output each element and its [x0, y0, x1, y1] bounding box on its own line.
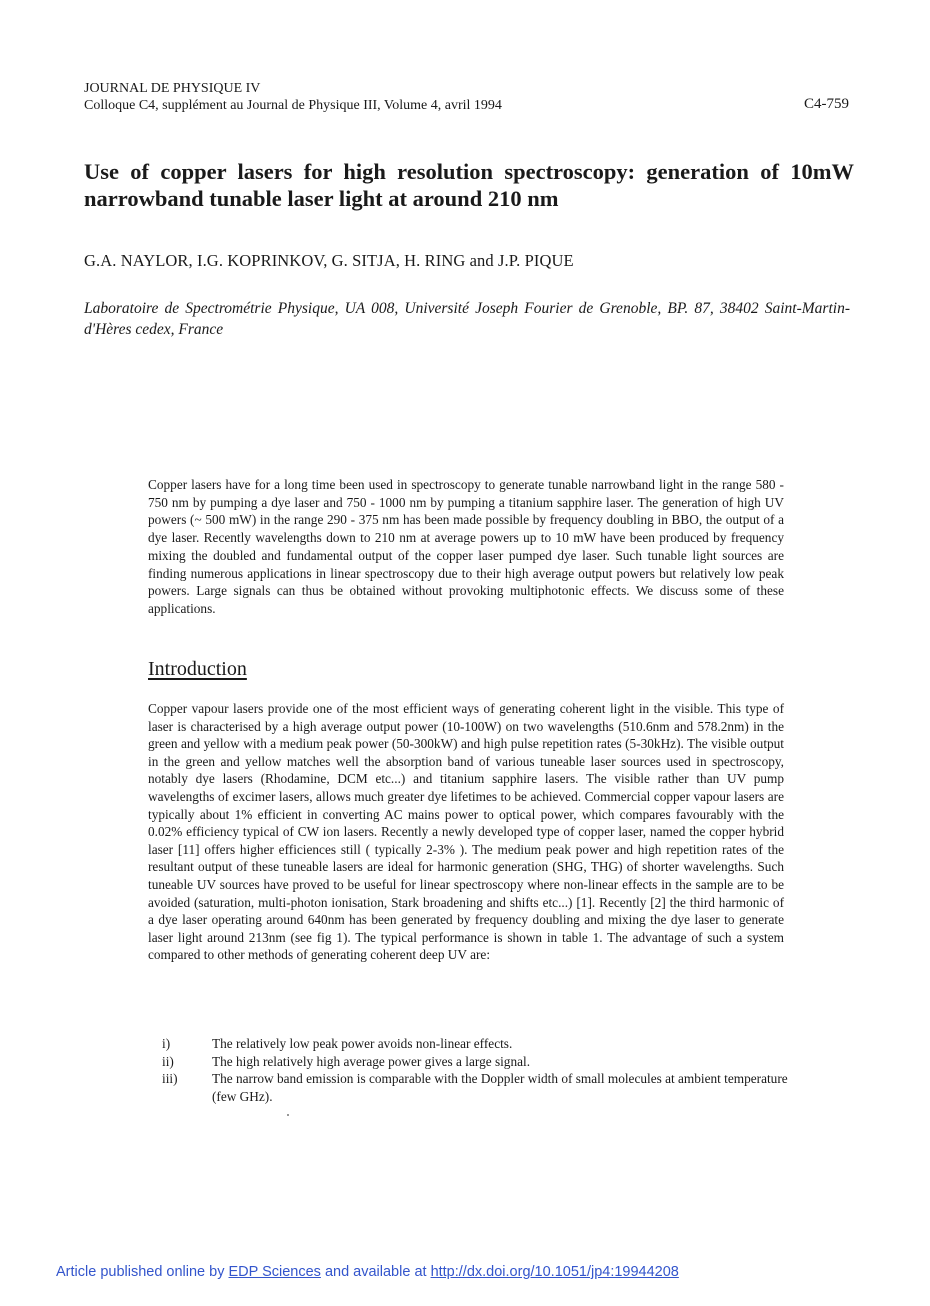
list-item-text: The high relatively high average power gives a large signal.	[212, 1053, 531, 1069]
publisher-link[interactable]: EDP Sciences	[228, 1264, 321, 1280]
page-number: C4-759	[804, 96, 849, 112]
list-item-number: i)	[162, 1036, 171, 1051]
paper-title: Use of copper lasers for high resolution spectroscopy: generation of 10mW narrowband tunable laser light at around 210 nm	[84, 159, 854, 211]
section-heading-introduction: Introduction	[148, 658, 247, 680]
list-item	[148, 1035, 788, 1053]
doi-link[interactable]: http://dx.doi.org/10.1051/jp4:19944208	[430, 1264, 679, 1280]
list-item	[148, 1070, 788, 1105]
advantages-list	[148, 1035, 788, 1105]
footer-middle: and available at	[324, 1264, 427, 1280]
colloque-line: Colloque C4, supplément au Journal de Physique III, Volume 4, avril 1994	[84, 98, 502, 113]
list-item-text: The relatively low peak power avoids non-linear effects.	[212, 1036, 513, 1051]
footer-prefix: Article published online by	[56, 1264, 225, 1280]
introduction-paragraph: Copper vapour lasers provide one of the most efficient ways of generating coherent light in the visible. This type of laser is characterised by a high average output power (10-100W) on two wavelengths (510.6nm and 578.2nm) in the green and yellow with a medium peak power (50-300kW) and high pulse repetition rates (5-30kHz). The visible output in the green and yellow matches well the absorption band of various tuneable laser sources used in spectroscopy, notably dye lasers (Rhodamine, DCM etc...) and titanium sapphire lasers. The visible rather than UV pump wavelengths of excimer lasers, allows much greater dye lifetimes to be achieved. Commercial copper vapour lasers are typically about 1% efficient in converting AC mains power to optical power, which compares favourably with the 0.02% efficiency typical of CW ion lasers. Recently a newly developed type of copper laser, named the copper hybrid laser [11] offers higher efficiences still ( typically 2-3% ). The medium peak power and high repetition rates of the resultant output of these tuneable lasers are ideal for harmonic generation (SHG, THG) of shorter wavelengths. Such tuneable UV sources have proved to be useful for linear spectroscopy where non-linear effects in the sample are to be avoided (saturation, multi-photon ionisation, Stark broadening and shifts etc...) [1]. Recently [2] the third harmonic of a dye laser operating around 640nm has been generated by frequency doubling and mixing the dye laser to generate laser light around 213nm (see fig 1). The typical performance is shown in table 1. The advantage of such a system compared to other methods of generating coherent deep UV are:	[148, 701, 784, 963]
journal-name: JOURNAL DE PHYSIQUE IV	[84, 81, 261, 96]
publication-footer	[56, 1264, 679, 1280]
scan-speck	[287, 1114, 289, 1116]
abstract: Copper lasers have for a long time been used in spectroscopy to generate tunable narrowband light in the range 580 - 750 nm by pumping a dye laser and 750 - 1000 nm by pumping a titanium sapphire laser. The generation of high UV powers (~ 500 mW) in the range 290 - 375 nm has been made possible by frequency doubling in BBO, the output of a dye laser. Recently wavelengths down to 210 nm at average powers up to 10 mW have been produced by frequency mixing the doubled and fundamental output of the copper laser pumped dye laser. Such tunable light sources are finding numerous applications in linear spectroscopy due to their high average output powers but relatively low peak powers. Large signals can thus be obtained without provoking multiphotonic effects. We discuss some of these applications.	[148, 477, 784, 616]
journal-header	[84, 80, 502, 114]
affiliation: Laboratoire de Spectrométrie Physique, UA 008, Université Joseph Fourier de Grenoble, BP. 87, 38402 Saint-Martin-d'Hères cedex, France	[84, 300, 850, 338]
list-item-text: The narrow band emission is comparable with the Doppler width of small molecules at ambient temperature (few GHz).	[212, 1071, 788, 1104]
list-item-number: iii)	[162, 1071, 178, 1087]
list-item-number: ii)	[162, 1053, 174, 1069]
author-list: G.A. NAYLOR, I.G. KOPRINKOV, G. SITJA, H. RING and J.P. PIQUE	[84, 251, 574, 270]
list-item	[148, 1053, 788, 1071]
